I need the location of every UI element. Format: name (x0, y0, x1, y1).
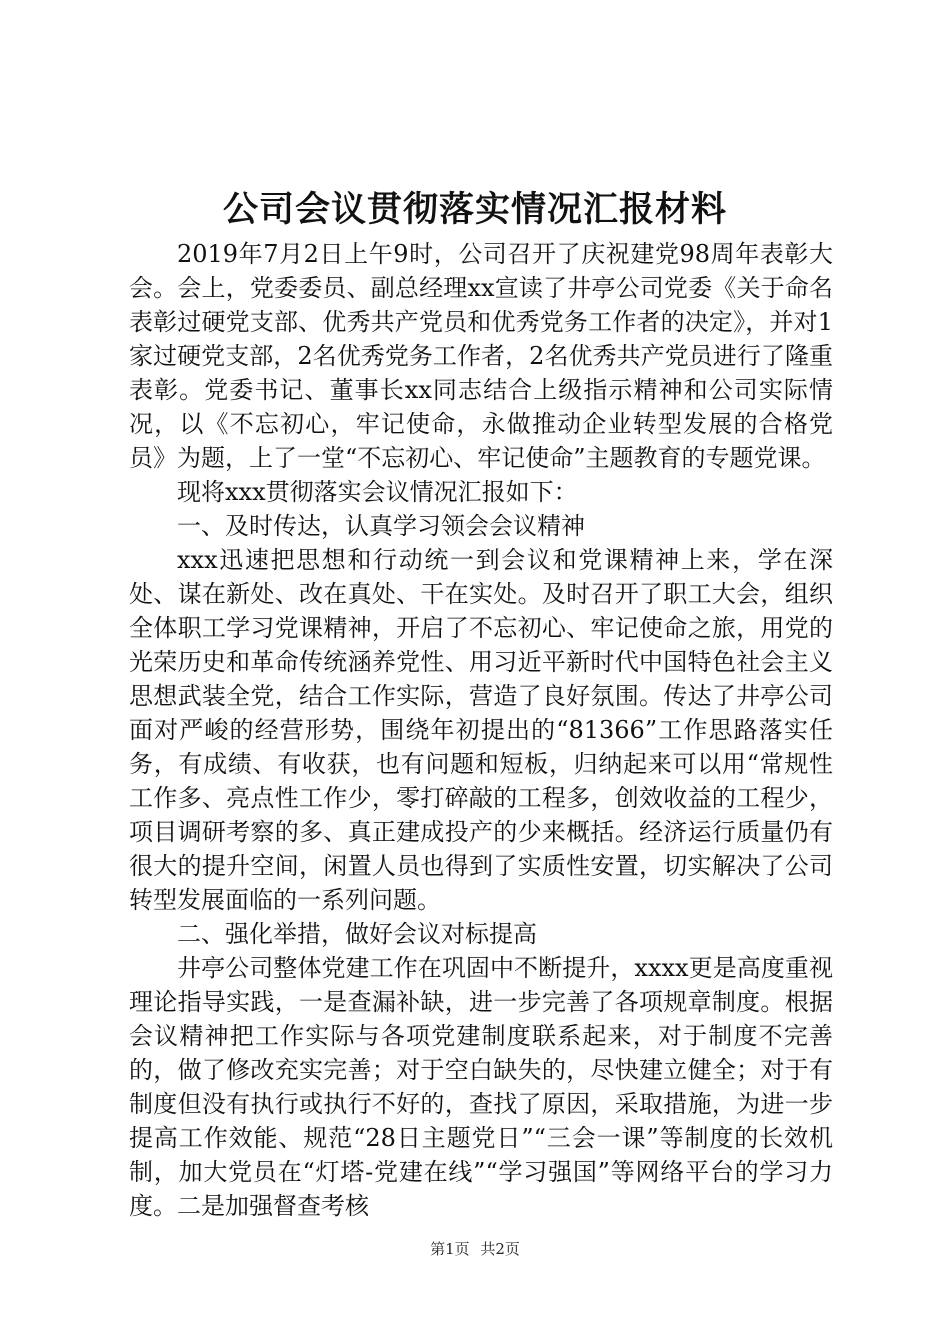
page-number: 第1页 (430, 1240, 470, 1258)
document-title: 公司会议贯彻落实情况汇报材料 (222, 189, 727, 230)
page-footer (0, 1239, 950, 1259)
paragraph-section-1: xxx迅速把思想和行动统一到会议和党课精神上来，学在深处、谋在新处、改在真处、干在实处。及时召开了职工大会，组织全体职工学习党课精神，开启了不忘初心、牢记使命之旅，用党的光荣历史和革命传统涵养党性、用习近平新时代中国特色社会主义思想武装全党，结合工作实际，营造了良好氛围。传达了井亭公司面对严峻的经营形势，围绕年初提出的“81366”工作思路落实任务，有成绩、有收获，也有问题和短板，归纳起来可以用“常规性工作多、亮点性工作少，零打碎敲的工程多，创效收益的工程少，项目调研考察的多、真正建成投产的少来概括。经济运行质量仍有很大的提升空间，闲置人员也得到了实质性安置，切实解决了公司转型发展面临的一系列问题。 (129, 546, 833, 914)
section-heading-1: 一、及时传达，认真学习领会会议精神 (177, 512, 585, 540)
paragraph-intro: 2019年7月2日上午9时，公司召开了庆祝建党98周年表彰大会。会上，党委委员、副总经理xx宣读了井亭公司党委《关于命名表彰过硬党支部、优秀共产党员和优秀党务工作者的决定》，并对1家过硬党支部，2名优秀党务工作者，2名优秀共产党员进行了隆重表彰。党委书记、董事长xx同志结合上级指示精神和公司实际情况，以《不忘初心，牢记使命，永做推动企业转型发展的合格党员》为题，上了一堂“不忘初心、牢记使命”主题教育的专题党课。 (129, 240, 833, 472)
paragraph-report-lead: 现将xxx贯彻落实会议情况汇报如下： (177, 478, 578, 506)
page-total: 共2页 (480, 1240, 520, 1258)
section-heading-2: 二、强化举措，做好会议对标提高 (177, 920, 537, 948)
document-body (129, 237, 833, 1223)
paragraph-section-2: 井亭公司整体党建工作在巩固中不断提升，xxxx更是高度重视理论指导实践，一是查漏补缺，进一步完善了各项规章制度。根据会议精神把工作实际与各项党建制度联系起来，对于制度不完善的，做了修改充实完善；对于空白缺失的，尽快建立健全；对于有制度但没有执行或执行不好的，查找了原因，采取措施，为进一步提高工作效能、规范“28日主题党日”“三会一课”等制度的长效机制，加大党员在“灯塔-党建在线”“学习强国”等网络平台的学习力度。二是加强督查考核 (129, 954, 833, 1220)
